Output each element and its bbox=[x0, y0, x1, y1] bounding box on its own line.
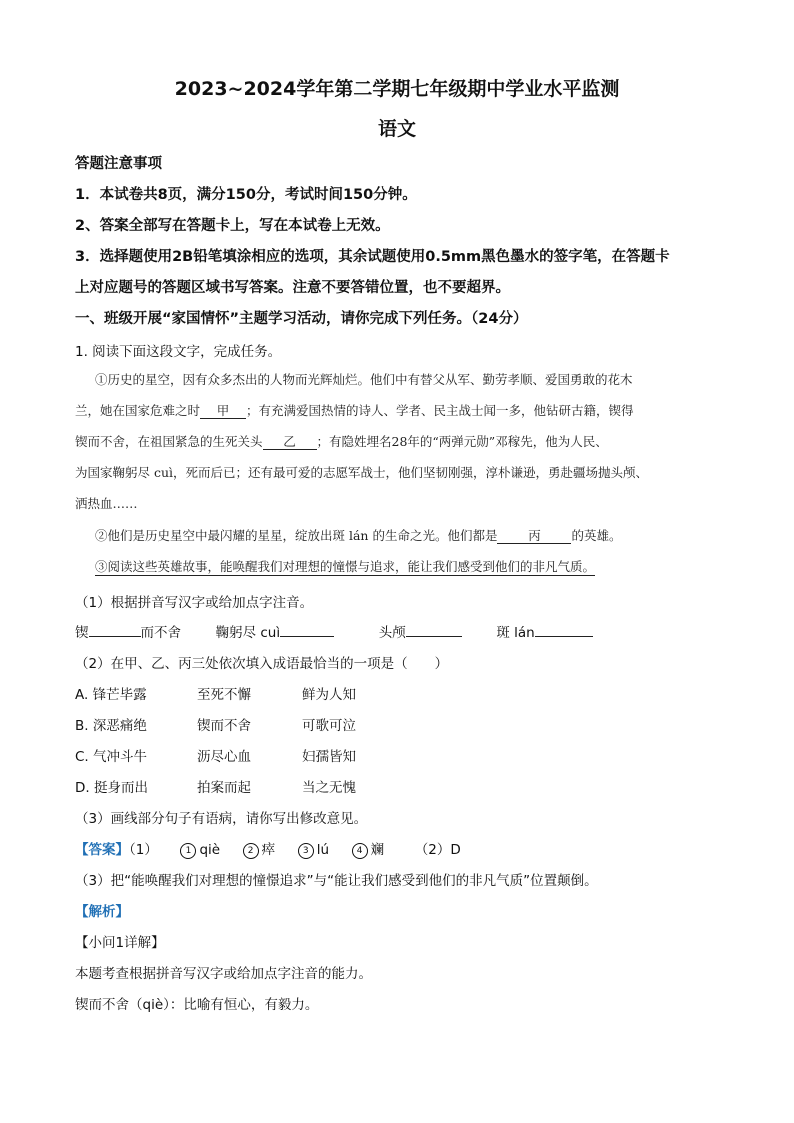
word-3: 头颅 bbox=[378, 625, 406, 641]
option-a-c: 鲜为人知 bbox=[302, 687, 356, 703]
word-2: 鞠躬尽 cuì bbox=[215, 625, 281, 641]
notice-item-1: 1．本试卷共8页，满分150分，考试时间150分钟。 bbox=[75, 187, 417, 203]
word-1-post: 而不舍 bbox=[140, 625, 181, 641]
option-b-b: 锲而不舍 bbox=[197, 718, 251, 734]
passage-p1-line5: 洒热血…… bbox=[75, 496, 138, 511]
answer-1: qiè bbox=[199, 842, 221, 858]
option-c-label: C. 气冲斗牛 bbox=[75, 749, 148, 765]
passage-text: 锲而不舍，在祖国紧急的生死关头 bbox=[75, 434, 263, 449]
analysis-line-1: 本题考查根据拼音写汉字或给加点字注音的能力。 bbox=[75, 966, 372, 982]
passage-p3 bbox=[95, 557, 595, 575]
passage-text: 兰，她在国家危难之时 bbox=[75, 403, 201, 418]
passage-text: ；有充满爱国热情的诗人、学者、民主战士闻一多，他钻研古籍，锲得 bbox=[246, 403, 634, 418]
word-4: 斑 lán bbox=[496, 625, 535, 641]
option-d-label: D. 挺身而出 bbox=[75, 780, 148, 796]
circle-number-1: 1 bbox=[180, 843, 196, 859]
answer-4: 斓 bbox=[370, 842, 385, 858]
notice-item-2: 2、答案全部写在答题卡上，写在本试卷上无效。 bbox=[75, 218, 390, 234]
answer-3: lú bbox=[316, 842, 330, 858]
passage-p2 bbox=[95, 526, 621, 544]
blank-1 bbox=[89, 636, 141, 637]
exam-title: 2023~2024学年第二学期七年级期中学业水平监测 bbox=[174, 78, 620, 100]
subject-title: 语文 bbox=[377, 118, 416, 140]
answer-2: 瘁 bbox=[261, 842, 276, 858]
circle-number-3: 3 bbox=[298, 843, 314, 859]
analysis-heading bbox=[75, 900, 129, 920]
question-1-intro: 1. 阅读下面这段文字，完成任务。 bbox=[75, 344, 282, 360]
answer-part1: （1） bbox=[129, 842, 158, 858]
section-heading: 一、班级开展“家国情怀”主题学习活动，请你完成下列任务。（24分） bbox=[75, 311, 528, 327]
notice-item-3b: 上对应题号的答题区域书写答案。注意不要答错位置，也不要超界。 bbox=[75, 280, 510, 296]
option-c-b: 沥尽心血 bbox=[197, 749, 251, 765]
option-a-label: A. 锋芒毕露 bbox=[75, 687, 147, 703]
question-1-sub1: （1）根据拼音写汉字或给加点字注音。 bbox=[75, 595, 314, 611]
passage-p1-line3 bbox=[75, 432, 608, 450]
notice-heading: 答题注意事项 bbox=[75, 156, 162, 172]
passage-text: 的英雄。 bbox=[571, 528, 622, 543]
option-c-c: 妇孺皆知 bbox=[302, 749, 356, 765]
blank-3 bbox=[406, 636, 462, 637]
underlined-sentence: ③阅读这些英雄故事，能唤醒我们对理想的憧憬与追求，能让我们感受到他们的非凡气质。 bbox=[95, 559, 596, 574]
passage-p1-line1: ①历史的星空，因有众多杰出的人物而光辉灿烂。他们中有替父从军、勤劳孝顺、爱国勇敢的花木 bbox=[95, 372, 633, 387]
blank-2 bbox=[280, 636, 334, 637]
blank-4 bbox=[535, 636, 593, 637]
circle-number-4: 4 bbox=[352, 843, 368, 859]
passage-p1-line2 bbox=[75, 401, 634, 419]
blank-yi: 乙 bbox=[263, 434, 317, 450]
blank-jia: 甲 bbox=[200, 403, 246, 419]
answer-part3: （3）把“能唤醒我们对理想的憧憬追求”与“能让我们感受到他们的非凡气质”位置颠倒。 bbox=[75, 873, 598, 889]
pinyin-blanks bbox=[75, 621, 593, 641]
answer-line bbox=[75, 838, 461, 859]
passage-p1-line4: 为国家鞠躬尽 cuì，死而后已；还有最可爱的志愿军战士，他们坚韧刚强，淳朴谦逊，勇赴疆场抛头颅、 bbox=[75, 465, 649, 480]
question-1-sub2: （2）在甲、乙、丙三处依次填入成语最恰当的一项是（ ） bbox=[75, 656, 449, 672]
answer-part2: （2）D bbox=[414, 842, 461, 858]
option-a-b: 至死不懈 bbox=[197, 687, 251, 703]
analysis-line-2: 锲而不舍（qiè）：比喻有恒心，有毅力。 bbox=[75, 997, 319, 1013]
circle-number-2: 2 bbox=[243, 843, 259, 859]
option-d-c: 当之无愧 bbox=[302, 780, 356, 796]
option-b-label: B. 深恶痛绝 bbox=[75, 718, 147, 734]
passage-text: ；有隐姓埋名28年的“两弹元勋”邓稼先，他为人民、 bbox=[316, 434, 608, 449]
option-d-b: 拍案而起 bbox=[197, 780, 251, 796]
analysis-tag: 【解析】 bbox=[75, 904, 129, 920]
question-1-sub3: （3）画线部分句子有语病，请你写出修改意见。 bbox=[75, 811, 368, 827]
notice-item-3a: 3．选择题使用2B铅笔填涂相应的选项，其余试题使用0.5mm黑色墨水的签字笔，在答题卡 bbox=[75, 249, 670, 265]
blank-bing: 丙 bbox=[497, 528, 571, 544]
word-1: 锲 bbox=[75, 625, 89, 641]
analysis-subheading: 【小问1详解】 bbox=[75, 935, 165, 951]
answer-tag: 【答案】 bbox=[75, 842, 129, 858]
option-b-c: 可歌可泣 bbox=[302, 718, 356, 734]
passage-text: ②他们是历史星空中最闪耀的星星，绽放出斑 lán 的生命之光。他们都是 bbox=[95, 528, 498, 543]
